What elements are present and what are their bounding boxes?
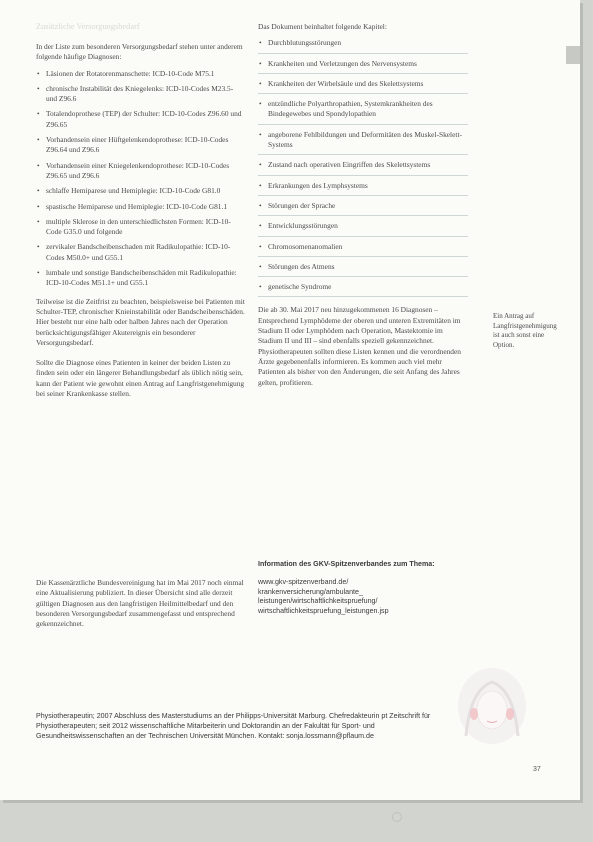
list-item: • Entwicklungsstörungen — [258, 221, 468, 236]
diagnosis-list — [36, 69, 246, 289]
list-item: • spastische Hemiparese und Hemiplegie: ICD-10-Code G81.1 — [36, 202, 246, 212]
gkv-link-line[interactable]: www.gkv-spitzenverband.de/ — [258, 577, 349, 586]
margin-note: Ein Antrag auf Langfristgenehmigung ist auch sonst eine Option. — [493, 312, 557, 349]
list-item: • Krankheiten und Verletzungen des Nervensystems — [258, 59, 468, 74]
list-item: • Störungen des Atmens — [258, 262, 468, 277]
list-item: • lumbale und sonstige Bandscheibenschäden mit Radikulopathie: ICD-10-Codes M51.1+ und G55.1 — [36, 268, 246, 289]
list-item: • multiple Sklerose in den unterschiedlichsten Formen: ICD-10-Code G35.0 und folgende — [36, 217, 246, 238]
list-item: • Vorhandensein einer Hüftgelenkendoprothese: ICD-10-Codes Z96.64 und Z96.6 — [36, 135, 246, 156]
right-column — [258, 22, 468, 398]
list-item: • Totalendoprothese (TEP) der Schulter: ICD-10-Codes Z96.60 und Z96.65 — [36, 109, 246, 130]
gkv-link-line[interactable]: krankenversicherung/ambulante_ — [258, 587, 363, 596]
page-number: 37 — [533, 766, 541, 773]
gkv-link-line[interactable]: leistungen/wirtschaftlichkeitspruefung/ — [258, 597, 378, 606]
new-diagnoses-paragraph: Die ab 30. Mai 2017 neu hinzugekommenen 16 Diagnosen – Entsprechend Lymphödeme der oberen und unteren Extremitäten im Stadium II oder Lymphödem nach Operation, Mastektomie im Stadium II und III – sind ebenfalls speziell gekennzeichnet. Physiotherapeuten sollten diese Listen kennen und die verordnenden Ärzte gegebenenfalls informieren. Es kommen auch viel mehr Patienten als bisher von den Änderungen, die seit Anfang des Jahres gelten, profitieren. — [258, 305, 461, 387]
list-item: • Erkrankungen des Lymphsystems — [258, 181, 468, 196]
gkv-link-line[interactable]: wirtschaftlichkeitspruefung_leistungen.jsp — [258, 607, 389, 616]
list-item: • Krankheiten der Wirbelsäule und des Skelettsystems — [258, 79, 468, 94]
author-photo — [452, 666, 532, 752]
author-bio: Physiotherapeutin; 2007 Abschluss des Masterstudiums an der Philipps-Universität Marburg. Chefredakteurin pt Zeitschrift für Physiotherapeuten; seit 2012 wissenschaftliche Mitarbeiterin und Doktorandin an der Fakultät für Sport- und Gesundheitswissenschaften an der Technischen Universität München. Kontakt: sonja.lossmann@pflaum.de — [36, 712, 431, 740]
page-edge-tab — [566, 46, 580, 64]
list-item: • Chromosomenanomalien — [258, 242, 468, 257]
time-limit-paragraph: Teilweise ist die Zeitfrist zu beachten, beispielsweise bei Patienten mit Schulter-TEP, chronischer Knieinstabilität oder Bandscheibenschäden. Hier besteht nur eine halb oder halben Jahres nach der Operation berücksichtigungsfähiger Akutereignis ein besonderer Versorgungsbedarf. — [36, 296, 245, 347]
list-item: • genetische Syndrome — [258, 282, 468, 297]
list-item: • Zustand nach operativen Eingriffen des Skelettsystems — [258, 160, 468, 175]
info-box — [258, 560, 468, 617]
application-paragraph: Sollte die Diagnose eines Patienten in keiner der beiden Listen zu finden sein oder ein längerer Behandlungsbedarf als üblich nötig sein, kann der Patient wie gewohnt einen Antrag auf Langfristgenehmigung bei seiner Krankenkasse stellen. — [36, 358, 245, 399]
chapter-list — [258, 38, 468, 297]
info-box-title: Information des GKV-Spitzenverbandes zum Thema: — [258, 560, 435, 568]
scan-footer-mark — [392, 812, 402, 822]
list-item: • Durchblutungsstörungen — [258, 38, 468, 53]
list-item: • entzündliche Polyarthropathien, Systemkrankheiten des Bindegewebes und Spondylopathien — [258, 99, 468, 125]
list-item: • chronische Instabilität des Kniegelenks: ICD-10-Codes M23.5- und Z96.6 — [36, 84, 246, 105]
list-item: • schlaffe Hemiparese und Hemiplegie: ICD-10-Code G81.0 — [36, 186, 246, 196]
list-item: • Vorhandensein einer Kniegelenkendoprothese: ICD-10-Codes Z96.65 und Z96.6 — [36, 161, 246, 182]
section-heading: Zusätzliche Versorgungsbedarf — [36, 22, 140, 31]
list-item: • Läsionen der Rotatorenmanschette: ICD-10-Code M75.1 — [36, 69, 246, 79]
list-item: • zervikaler Bandscheibenschaden mit Radikulopathie: ICD-10-Codes M50.0+ und G55.1 — [36, 242, 246, 263]
kbv-paragraph: Die Kassenärztliche Bundesvereinigung hat im Mai 2017 noch einmal eine Aktualisierung publiziert. In dieser Übersicht sind alle derzeit gültigen Diagnosen aus den langfristigen Heilmittelbedarf und den besonderen Versorgungsbedarf zusammengefasst und entsprechend gekennzeichnet. — [36, 578, 244, 629]
left-column — [36, 22, 246, 409]
left-intro-paragraph: In der Liste zum besonderen Versorgungsbedarf stehen unter anderem folgende häufige Diagnosen: — [36, 42, 243, 62]
list-item: • Störungen der Sprache — [258, 201, 468, 216]
list-item: • angeborene Fehlbildungen und Deformitäten des Muskel-Skelett-Systems — [258, 130, 468, 156]
right-intro-paragraph: Das Dokument beinhaltet folgende Kapitel: — [258, 22, 387, 31]
